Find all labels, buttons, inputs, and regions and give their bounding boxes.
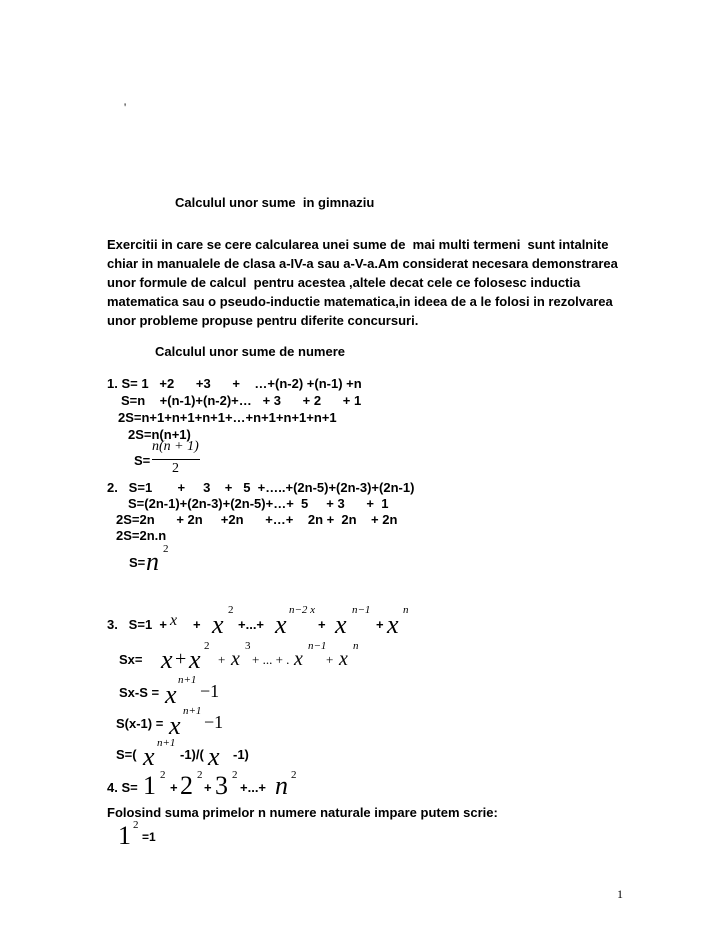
ex3-x: x xyxy=(208,742,220,771)
stray-mark: ' xyxy=(124,100,127,114)
ex3-exp: 2 xyxy=(228,604,234,616)
ex3-exp: n+1 xyxy=(178,674,197,686)
intro-line: chiar in manualele de clasa a-IV-a sau a-V-a.Am considerat necesara demonstrarea xyxy=(107,256,618,271)
ex1-s-label: S= xyxy=(134,453,151,468)
ex3-x: x xyxy=(170,612,178,629)
ex3-x: x xyxy=(387,610,399,639)
intro-line: unor probleme propuse pentru diferite concursuri. xyxy=(107,313,419,328)
ex3-x: x xyxy=(231,648,240,670)
ex3-plus: + xyxy=(193,617,201,632)
ex4-exp: 2 xyxy=(232,769,238,781)
ex3-plus: + xyxy=(376,617,384,632)
ex3-plus: + xyxy=(326,652,334,667)
ex1-line-1: 1. S= 1 +2 +3 + …+(n-2) +(n-1) +n xyxy=(107,376,362,391)
ex3-x: x xyxy=(165,680,177,709)
ex4-dots: +...+ xyxy=(240,780,267,795)
ex1-denominator: 2 xyxy=(172,461,179,476)
ex3-x: x xyxy=(294,648,303,670)
ex2-s-label: S= xyxy=(129,555,146,570)
ex3-exp: n xyxy=(353,640,359,652)
ex3-exp: n xyxy=(403,604,409,616)
ex3-exp: n+1 xyxy=(183,705,202,717)
page-number: 1 xyxy=(617,887,623,901)
ex4-term: 1 xyxy=(143,771,156,800)
ex4-term: 2 xyxy=(180,771,193,800)
fraction-bar xyxy=(152,459,200,460)
page-title: Calculul unor sume in gimnaziu xyxy=(175,195,375,210)
ex3-sxs-label: Sx-S = xyxy=(119,685,160,700)
ex3-plus: + xyxy=(318,617,326,632)
section-heading: Calculul unor sume de numere xyxy=(155,344,345,359)
ex3-plus: + xyxy=(175,648,187,670)
ex2-exponent: 2 xyxy=(163,543,169,555)
closing-sentence: Folosind suma primelor n numere naturale impare putem scrie: xyxy=(107,805,498,820)
ex3-x: x xyxy=(212,610,224,639)
ex2-line-3: 2S=2n + 2n +2n +…+ 2n + 2n + 2n xyxy=(116,512,398,527)
intro-line: matematica sau o pseudo-inductie matematica,in ideea de a le folosi in rezolvarea xyxy=(107,294,613,309)
ex3-x: x xyxy=(161,645,173,674)
ex3-label: 3. S=1 + xyxy=(107,617,167,632)
intro-line: Exercitii in care se cere calcularea unei sume de mai multi termeni sunt intalnite xyxy=(107,237,609,252)
ex3-exp: n−2 x xyxy=(289,604,316,616)
ex4-exp: 2 xyxy=(291,769,297,781)
ex4-exp: 2 xyxy=(197,769,203,781)
ex3-exp: 2 xyxy=(204,640,210,652)
ex3-sx1-label: S(x-1) = xyxy=(116,716,164,731)
intro-line: unor formule de calcul pentru acestea ,altele decat cele ce folosesc inductia xyxy=(107,275,581,290)
last-base: 1 xyxy=(118,821,131,850)
ex3-minus-one: −1 xyxy=(204,712,224,732)
ex3-minus-one: −1 xyxy=(200,681,220,701)
ex1-line-2: S=n +(n-1)+(n-2)+… + 3 + 2 + 1 xyxy=(121,393,362,408)
ex3-exp: 3 xyxy=(245,640,251,652)
ex1-line-3: 2S=n+1+n+1+n+1+…+n+1+n+1+n+1 xyxy=(118,410,337,425)
ex2-base: n xyxy=(146,547,159,576)
ex3-final-label: S=( xyxy=(116,747,137,762)
ex3-x: x xyxy=(275,610,287,639)
ex3-x: x xyxy=(335,610,347,639)
ex1-numerator: n(n + 1) xyxy=(152,439,199,454)
ex3-plus: + xyxy=(218,652,226,667)
ex4-term: 3 xyxy=(215,771,228,800)
ex3-exp: n−1 xyxy=(352,604,371,616)
ex3-dots: + ... + . xyxy=(252,652,290,667)
ex4-term: n xyxy=(275,771,288,800)
ex4-plus: + xyxy=(204,780,212,795)
ex3-sx-label: Sx= xyxy=(119,652,143,667)
ex3-exp: n+1 xyxy=(157,737,176,749)
ex2-line-1: 2. S=1 + 3 + 5 +…..+(2n-5)+(2n-3)+(2n-1) xyxy=(107,480,415,495)
ex3-exp: n−1 xyxy=(308,640,327,652)
last-rhs: =1 xyxy=(142,830,156,844)
ex3-x: x xyxy=(169,711,181,740)
ex4-exp: 2 xyxy=(160,769,166,781)
ex2-line-4: 2S=2n.n xyxy=(116,528,167,543)
ex1-line-4: 2S=n(n+1) xyxy=(128,427,191,442)
ex3-x: x xyxy=(143,742,155,771)
ex3-dots: +...+ xyxy=(238,617,265,632)
ex4-plus: + xyxy=(170,780,178,795)
ex3-final-end: -1) xyxy=(233,747,249,762)
last-exp: 2 xyxy=(133,819,139,831)
ex3-final-mid: -1)/( xyxy=(180,747,204,762)
ex2-line-2: S=(2n-1)+(2n-3)+(2n-5)+…+ 5 + 3 + 1 xyxy=(128,496,389,511)
ex4-label: 4. S= xyxy=(107,780,138,795)
ex3-x: x xyxy=(189,645,201,674)
ex3-x: x xyxy=(339,648,348,670)
